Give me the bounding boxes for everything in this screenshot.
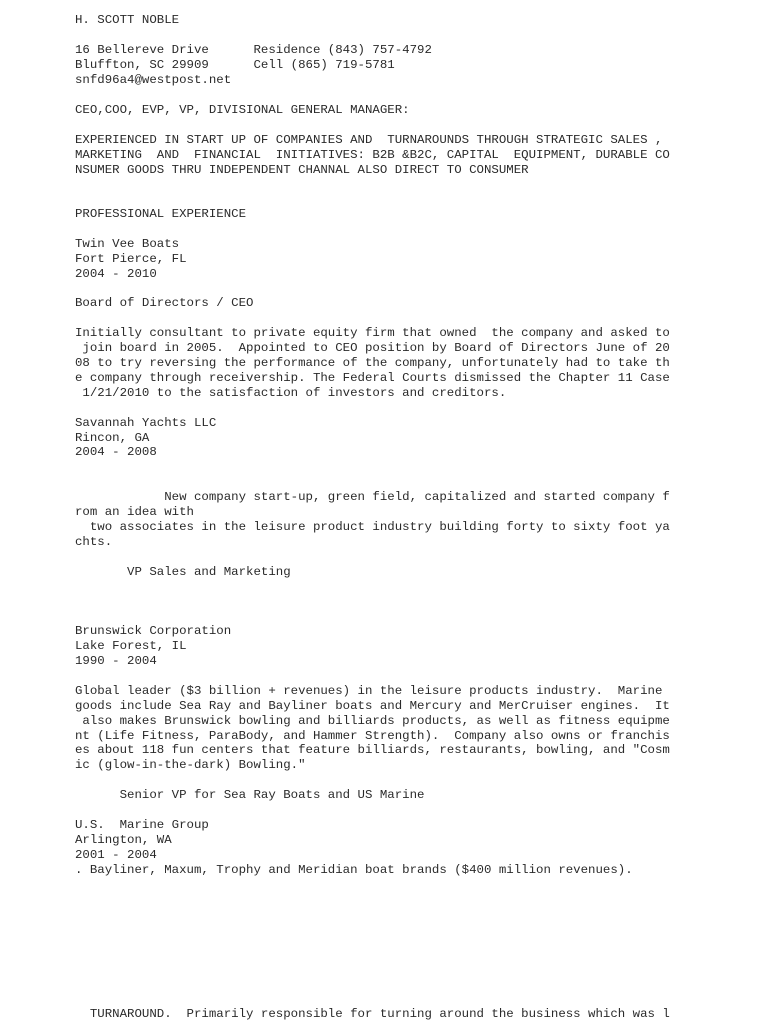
summary-line: EXPERIENCED IN START UP OF COMPANIES AND TURNAROUNDS THROUGH STRATEGIC SALES , [75,133,663,147]
twin-vee-company: Twin Vee Boats [75,237,180,251]
objective-line: CEO,COO, EVP, VP, DIVISIONAL GENERAL MANAGER: [75,103,410,117]
savannah-location: Rincon, GA [75,431,150,445]
twin-vee-location: Fort Pierce, FL [75,252,187,266]
us-marine-description: . Bayliner, Maxum, Trophy and Meridian boat brands ($400 million revenues). [75,863,633,877]
savannah-description-line: chts. [75,535,113,549]
twin-vee-dates: 2004 - 2010 [75,267,157,281]
summary-line: MARKETING AND FINANCIAL INITIATIVES: B2B &B2C, CAPITAL EQUIPMENT, DURABLE CO [75,148,670,162]
savannah-dates: 2004 - 2008 [75,445,157,459]
brunswick-description-line: goods include Sea Ray and Bayliner boats and Mercury and MerCruiser engines. It [75,699,670,713]
brunswick-description-line: es about 118 fun centers that feature billiards, restaurants, bowling, and "Cosm [75,743,670,757]
savannah-title: VP Sales and Marketing [75,565,291,579]
contact-address-line: 16 Bellereve Drive Residence (843) 757-4792 [75,43,432,57]
savannah-description-line: two associates in the leisure product industry building forty to sixty foot ya [75,520,670,534]
brunswick-description-line: Global leader ($3 billion + revenues) in the leisure products industry. Marine [75,684,663,698]
twin-vee-description-line: 1/21/2010 to the satisfaction of investors and creditors. [75,386,507,400]
twin-vee-description-line: join board in 2005. Appointed to CEO position by Board of Directors June of 20 [75,341,670,355]
savannah-company: Savannah Yachts LLC [75,416,217,430]
us-marine-company: U.S. Marine Group [75,818,209,832]
savannah-description-line: New company start-up, green field, capitalized and started company f [75,490,670,504]
savannah-description-line: rom an idea with [75,505,194,519]
summary-line: NSUMER GOODS THRU INDEPENDENT CHANNAL ALSO DIRECT TO CONSUMER [75,163,529,177]
twin-vee-description-line: e company through receivership. The Federal Courts dismissed the Chapter 11 Case [75,371,670,385]
section-heading: PROFESSIONAL EXPERIENCE [75,207,247,221]
brunswick-description-line: nt (Life Fitness, ParaBody, and Hammer Strength). Company also owns or franchis [75,729,670,743]
candidate-name: H. SCOTT NOBLE [75,13,180,27]
us-marine-dates: 2001 - 2004 [75,848,157,862]
twin-vee-title: Board of Directors / CEO [75,296,254,310]
brunswick-description-line: ic (glow-in-the-dark) Bowling." [75,758,306,772]
twin-vee-description-line: Initially consultant to private equity firm that owned the company and asked to [75,326,670,340]
twin-vee-description-line: 08 to try reversing the performance of the company, unfortunately had to take th [75,356,670,370]
brunswick-company: Brunswick Corporation [75,624,232,638]
contact-email: snfd96a4@westpost.net [75,73,232,87]
brunswick-location: Lake Forest, IL [75,639,187,653]
brunswick-title: Senior VP for Sea Ray Boats and US Marine [75,788,425,802]
brunswick-description-line: also makes Brunswick bowling and billiards products, as well as fitness equipme [75,714,670,728]
contact-city-line: Bluffton, SC 29909 Cell (865) 719-5781 [75,58,395,72]
turnaround-line: TURNAROUND. Primarily responsible for turning around the business which was l [75,1007,670,1021]
brunswick-dates: 1990 - 2004 [75,654,157,668]
us-marine-location: Arlington, WA [75,833,172,847]
